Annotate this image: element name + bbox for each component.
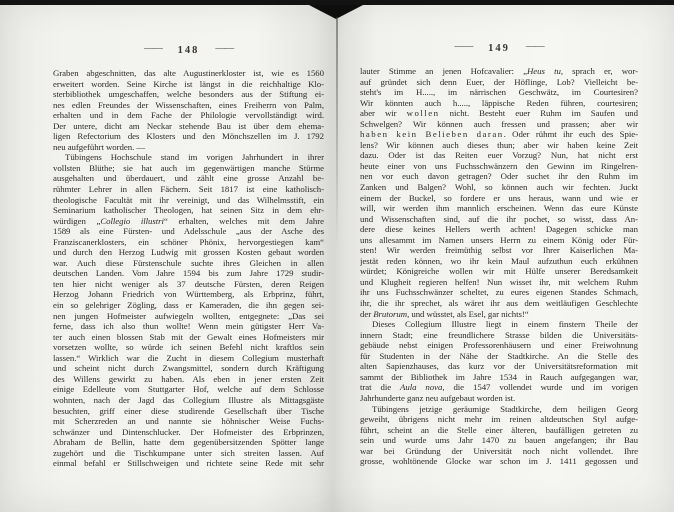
text-line xyxy=(53,363,324,374)
text-run: und durch den Herzog Ludwig mit grossen Kosten gebaut worden xyxy=(53,247,324,258)
text-run: würdigen „ xyxy=(53,215,101,226)
text-line xyxy=(53,205,324,216)
text-run: für Studenten in der Nähe der Stadtkirche. An die Stelle des xyxy=(360,350,638,361)
text-run: schwänzer und Dintenschlucker. Der Hofmeister des Erbprinzen, xyxy=(53,426,324,437)
text-line xyxy=(53,268,324,279)
text-run: Seminarium katholischer Theologen, hat seinen Sitz in dem ehr- xyxy=(53,205,324,216)
text-line xyxy=(53,332,324,343)
text-run: der xyxy=(360,308,374,319)
text-line xyxy=(53,237,324,248)
text-run: uns allesammt im Namen unsers Herrn zu einem König oder Für- xyxy=(360,234,638,245)
text-run: Herzog Johann Friedrich von Württemberg, als Erbprinz, führt, xyxy=(53,289,324,300)
text-run: jestät reden können, wo ihr kein Maul aufzuthun euch erkühnen xyxy=(360,255,638,266)
text-run: 1589 als eine Fürsten- und Adelsschule „aus der Asche des xyxy=(53,226,324,237)
text-run: deutschen Landen. Vom Jahre 1594 bis zum Jahre 1729 studir- xyxy=(53,268,324,279)
text-run: ein so gelehriger Zögling, dass er Kameraden, die ihn gegen sei- xyxy=(53,300,324,311)
text-line xyxy=(53,321,324,332)
text-run: Abraham de Bellin, hatte dem gegenübersitzenden Spötter lange xyxy=(53,437,324,448)
page-header-right xyxy=(360,38,638,56)
text-run: steht's im H....., im närrischen Geschwätz, im Courtesiren? xyxy=(360,87,638,98)
text-line xyxy=(53,163,324,174)
text-run: lens? Wir können auch dieses thun; aber wir haben keine Zeit xyxy=(360,139,638,150)
text-line xyxy=(53,184,324,195)
text-line xyxy=(53,110,324,121)
text-run: einige Edelleute vom Stuttgarter Hof, welche auf dem Schlosse xyxy=(53,384,324,395)
text-line xyxy=(360,361,638,372)
text-line xyxy=(360,182,638,193)
text-run: vorsetzen wollte, so würde ich seinen Befehl nicht kraftlos sein xyxy=(53,342,324,353)
text-run: aber wir xyxy=(360,108,407,119)
text-run: sein und wurde ums Jahr 1470 zu bauen angefangen; ihr Bau xyxy=(360,435,638,446)
italic-text: Aula nova xyxy=(400,382,443,393)
header-rule-left: —— xyxy=(144,43,162,54)
text-line xyxy=(53,142,324,153)
text-line xyxy=(360,193,638,204)
text-run: würdet; Königreiche wollen wir mit Hülfe unserer Beredsamkeit xyxy=(360,266,638,277)
text-line xyxy=(360,256,638,267)
text-line xyxy=(360,129,638,140)
text-run: . Oder rühmt ihr euch des Spie- xyxy=(503,129,638,140)
text-line xyxy=(53,279,324,290)
text-run: ligen Refectorium des Klosters und den Mönchszellen im J. 1792 xyxy=(53,131,324,142)
text-run: Dieses Collegium Illustre liegt in einem finstern Theile der xyxy=(372,319,638,330)
text-line xyxy=(360,235,638,246)
header-rule-right: —— xyxy=(215,43,233,54)
text-line xyxy=(360,456,638,467)
text-line xyxy=(360,150,638,161)
text-run: heute einer von uns Fuchsschwänzern den Gewinn im Ringelren- xyxy=(360,160,638,171)
text-run: wohnten, nach der Jagd das Collegium Illustre als Mittagsgäste xyxy=(53,394,324,405)
header-rule-right: —— xyxy=(525,41,544,52)
text-run: auf gründet sich denn Euer, der Höflinge, Lob? Vielleicht be- xyxy=(360,76,638,87)
text-block-left xyxy=(53,68,324,469)
text-run: theologische Facultät mit ihr vereinigt, und das Wilhelmsstift, ein xyxy=(53,194,324,205)
text-line xyxy=(360,277,638,288)
text-line xyxy=(360,203,638,214)
text-line xyxy=(360,404,638,415)
text-line xyxy=(53,406,324,417)
text-run: nen jungen Hofmeister aufwiegeln wollten, entgegnete: „Das sei xyxy=(53,310,324,321)
text-run: Graben abgeschnitten, das alte Augustinerkloster ist, wie es 1560 xyxy=(53,68,324,78)
text-line xyxy=(360,66,638,77)
text-run: führt, scheint an die Stelle einer älteren, baufälligen getreten zu xyxy=(360,424,638,435)
text-run: nes edlen Freundes der Wissenschaften, eines Freiherrn von Palm, xyxy=(53,99,324,110)
text-line xyxy=(360,446,638,457)
text-line xyxy=(53,216,324,227)
text-run: vollsten Blüthe; sie hat auch im gegenwärtigen manche Stürme xyxy=(53,162,324,173)
text-line xyxy=(53,289,324,300)
text-line xyxy=(53,247,324,258)
text-line xyxy=(360,266,638,277)
text-run: war. Auch diese Fürstenschule suchte ihres Gleichen in allen xyxy=(53,257,324,268)
text-run: ihr, die ihr sprechet, als wäret ihr aus dem weitläufigen Geschlechte xyxy=(360,298,638,309)
text-run: geweiht, übrigens nicht mehr im reinen altdeutschen Styl aufge- xyxy=(360,414,638,425)
text-run: ihr uns Fuchsschwänzer scheltet, zu eures eigenen Standes Schmach, xyxy=(360,287,638,298)
text-run: Tübingens jetzige geräumige Stadtkirche, dem heiligen Georg xyxy=(372,403,638,414)
text-run: grosse, wohltönende Glocke war schon im J. 1411 gegossen und xyxy=(360,456,638,467)
text-run: ferne, dass ich also thun wollte! Wenn mein gütigster Herr Va- xyxy=(53,321,324,332)
text-run: dere diese keines Hellers werth achten! Dagegen schicke man xyxy=(360,224,638,235)
text-line xyxy=(53,353,324,364)
text-line xyxy=(53,311,324,322)
text-run: gebäude nebst einigen Professorenhäusern und einer Freiwohnung xyxy=(360,340,638,351)
text-line xyxy=(360,382,638,393)
text-line xyxy=(53,416,324,427)
text-run: Franziscanerklosters, ein schöner Phönix, hervorgestiegen kam“ xyxy=(53,236,324,247)
text-line xyxy=(53,448,324,459)
text-line xyxy=(53,195,324,206)
text-line xyxy=(53,427,324,438)
gutter-crease xyxy=(336,17,338,247)
text-line xyxy=(360,77,638,88)
text-line xyxy=(53,152,324,163)
page-header-left xyxy=(53,40,324,58)
text-run: mit Scherzreden an und nannte sie höhnischer Weise Fuchs- xyxy=(53,416,324,427)
text-line xyxy=(360,414,638,425)
text-line xyxy=(53,121,324,132)
text-line xyxy=(53,173,324,184)
text-line xyxy=(53,79,324,90)
text-run: lauter Stimme an jenen Hofcavalier: „ xyxy=(360,66,527,76)
text-block-right xyxy=(360,66,638,467)
text-run: und Wissenschaften sind, auf die ihr pochet, so wisst, dass An- xyxy=(360,213,638,224)
text-run: war bei Gründung der Universität noch nicht vollendet. Ihre xyxy=(360,445,638,456)
text-line xyxy=(53,437,324,448)
text-line xyxy=(360,171,638,182)
text-run: , sprach er, wor- xyxy=(560,66,638,76)
text-run: und scheint nicht durch Zwangsmittel, sondern durch Kräftigung xyxy=(53,363,324,374)
text-run: des Willens gewirkt zu haben. Als eben in jener ersten Zeit xyxy=(53,373,324,384)
text-line xyxy=(53,384,324,395)
text-run: ausgehalten und überdauert, und zählt eine grosse Anzahl be- xyxy=(53,173,324,184)
text-run: “ erhalten, welches mit dem Jahre xyxy=(163,215,324,226)
text-line xyxy=(360,161,638,172)
text-run: einmal befahl er Stillschweigen und richtete seine Rede mit sehr xyxy=(53,458,324,469)
text-line xyxy=(360,319,638,330)
text-line xyxy=(360,214,638,225)
text-line xyxy=(360,140,638,151)
text-line xyxy=(360,309,638,320)
text-line xyxy=(360,330,638,341)
text-line xyxy=(360,372,638,383)
text-line xyxy=(360,224,638,235)
text-run: will, wir werden ihm mannlich erscheinen. Wenn das eure Künste xyxy=(360,203,638,214)
text-line xyxy=(360,340,638,351)
text-run: nicht. Besteht euer Ruhm im Saufen und xyxy=(439,108,638,119)
text-line xyxy=(360,435,638,446)
text-line xyxy=(53,395,324,406)
text-run: sten! Wir werden freimüthig selbst vor Ihrer Kaiserlichen Ma- xyxy=(360,245,638,256)
text-run: Zanken und Balgen? Wohl, so können auch wir fechten. Juckt xyxy=(360,182,638,193)
text-run: ter auch einen blossen Stab mit der Gewalt eines Hofmeisters mir xyxy=(53,331,324,342)
text-line xyxy=(53,342,324,353)
text-run: rühmter Lehrer in allen Fächern. Seit 1817 ist eine katholisch- xyxy=(53,184,324,195)
letterspaced-text: wollen xyxy=(406,108,440,119)
page-right xyxy=(360,38,638,467)
text-run: ten hier nicht weniger als 37 deutsche Fürsten, deren Reigen xyxy=(53,278,324,289)
text-run: erweitert worden. Seine Kirche ist längst in die reichhaltige Klo- xyxy=(53,78,324,89)
text-run: trat die xyxy=(360,382,401,393)
italic-text: Heus tu xyxy=(527,66,561,76)
header-rule-left: —— xyxy=(454,41,473,52)
text-run: sammt der Bibliothek im Jahre 1534 in Rauch aufgegangen war, xyxy=(360,371,638,382)
text-run: Schwelgen? Wir können auch fressen und prassen; aber wir xyxy=(360,118,638,129)
text-run: neu aufgeführt worden. — xyxy=(53,141,146,152)
text-run: nen vor euch davon getragen? Oder suchet ihr den Ruhm im xyxy=(360,171,638,182)
text-line xyxy=(53,68,324,79)
text-run: , und wüsstet, als Esel, gar nichts!“ xyxy=(407,308,529,319)
text-line xyxy=(53,258,324,269)
text-run: Tübingens Hochschule stand im vorigen Jahrhundert in ihrer xyxy=(65,152,324,163)
text-line xyxy=(360,245,638,256)
text-run: einem der Buckel, so fordere er uns heraus, wann und wie er xyxy=(360,192,638,203)
text-run: und Klugheit regieren helfen! Nun wisset ihr, mit welchem Ruhm xyxy=(360,276,638,287)
text-run: besuchten, griff einer diese studirende Gesellschaft über Tische xyxy=(53,405,324,416)
page-left xyxy=(53,40,324,469)
text-line xyxy=(360,108,638,119)
letterspaced-text: haben kein Belieben daran xyxy=(360,129,504,140)
page-number-left: 148 xyxy=(177,45,200,56)
text-run: lassen.“ Wirklich war die Zucht in diesem Collegium musterhaft xyxy=(53,352,324,363)
text-run: alten Sapienzhauses, das kurz vor der Universitätsreformation mit xyxy=(360,361,638,372)
text-run: sterbibliothek umgeschaffen, welche besonders aus der Stiftung ei- xyxy=(53,89,324,100)
text-line xyxy=(53,458,324,469)
text-run: innern Stadt; eine freundlichere Strasse bilden die Universitäts- xyxy=(360,329,638,340)
text-line xyxy=(360,425,638,436)
text-line xyxy=(53,300,324,311)
text-line xyxy=(53,100,324,111)
text-run: , die 1547 vollendet wurde und im vorigen xyxy=(442,382,638,393)
text-line xyxy=(53,131,324,142)
page-number-right: 149 xyxy=(488,43,510,54)
text-line xyxy=(360,393,638,404)
text-run: erhalten und in dem Fache der Philologie vervollständigt wird. xyxy=(53,110,324,121)
text-run: Jahrhunderte ganz neu aufgebaut worden ist. xyxy=(360,392,516,403)
text-line xyxy=(53,226,324,237)
text-line xyxy=(360,119,638,130)
text-line xyxy=(360,287,638,298)
text-line xyxy=(53,374,324,385)
text-line xyxy=(53,89,324,100)
italic-text: Collegio illustri xyxy=(100,215,164,226)
text-line xyxy=(360,87,638,98)
text-line xyxy=(360,351,638,362)
text-run: dazu. Oder ist das Reiten euer Vorzug? Nun, hat nicht erst xyxy=(360,150,638,161)
italic-text: Brutorum xyxy=(373,308,408,319)
text-run: Der untere, dicht am Neckar stehende Bau ist über dem ehema- xyxy=(53,120,324,131)
text-line xyxy=(360,98,638,109)
text-run: zugehört und die Tischkumpane unter sich streiten lassen. Auf xyxy=(53,447,324,458)
text-line xyxy=(360,298,638,309)
text-run: Wir könnten auch h....., läppische Reden führen, courtesiren; xyxy=(360,97,638,108)
